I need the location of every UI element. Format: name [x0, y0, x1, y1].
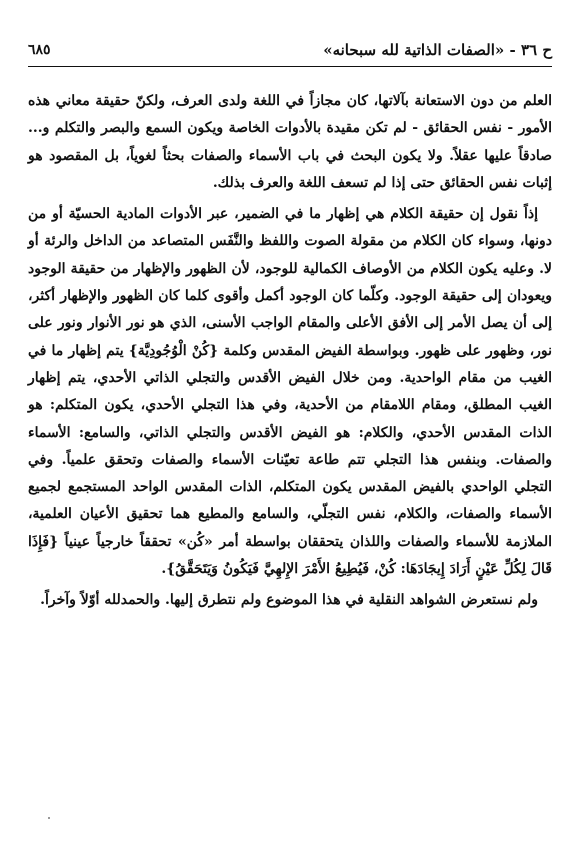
page-body	[28, 88, 552, 801]
page-header	[28, 36, 552, 64]
scan-speck	[48, 817, 50, 819]
running-title: ح ٣٦ - «الصفات الذاتية لله سبحانه»	[323, 41, 552, 59]
paragraph-continued: العلم من دون الاستعانة بآلاتها، كان مجازاً في اللغة ولدى العرف، ولكنّ حقيقة معاني هذه الأمور - نفس الحقائق - لم تكن مقيدة بالأدوات الخاصة ويكون السمع والبصر والتكلم و... صادقاً عليها عقلاً. ولا يكون البحث في باب الأسماء والصفات بحثاً لغوياً، بل المقصود هو إثبات نفس الحقائق حتى إذا لم تسعف اللغة والعرف بذلك.	[28, 93, 552, 191]
paragraph-main: إذاً نقول إن حقيقة الكلام هي إظهار ما في الضمير، عبر الأدوات المادية الحسيّة أو من دونها، وسواء كان الكلام من مقولة الصوت واللفظ والنَّفَس المتصاعد من الداخل والرئة أو لا. وعليه يكون الكلام من الأوصاف الكمالية للوجود، لأن الظهور والإظهار من حقيقة الوجود ويعودان إلى حقيقة الوجود. وكلّما كان الوجود أكمل وأقوى كلما كان الظهور والإظهار أكثر، إلى أن يصل الأمر إلى الأفق الأعلى والمقام الواجب الأسنى، الذي هو نور الأنوار ونور على نور، وظهور على ظهور. وبواسطة الفيض المقدس وكلمة {كُنْ الْوُجُودِيَّة} يتم إظهار ما في الغيب من مقام الواحدية. ومن خلال الفيض الأقدس والتجلي الذاتي الأحدي، يتم إظهار الغيب المطلق، ومقام اللامقام من الأحدية، وفي هذا التجلي الأحدي، يكون المتكلم: هو الذات المقدس الأحدي، والكلام: هو الفيض الأقدس والتجلي الذاتي، والسامع: الأسماء والصفات. وبنفس هذا التجلي تتم طاعة تعيّنات الأسماء والصفات وتحقق علمياً. وفي التجلي الواحدي بالفيض المقدس يكون المتكلم، الذات المقدس الواحد المستجمع لجميع الأسماء والصفات، والكلام، نفس التجلّي، والسامع والمطيع هما تحقيق الأعيان العلمية، الملازمة للأسماء والصفات واللذان يتحققان بواسطة أمر «كُن» تحققاً خارجياً عينياً {فَإِذَا قَالَ لِكُلِّ عَيْنٍ أَرَادَ إِيجَادَهَا: كُنْ، فَيُطِيعُ الأَمْرَ الإِلهِيَّ فَيَكُونُ وَيَتَحَقَّقُ}.	[28, 206, 552, 578]
header-rule	[28, 66, 552, 67]
page-number: ٦٨٥	[28, 42, 51, 58]
paragraph-closing: ولم نستعرض الشواهد النقلية في هذا الموضوع ولم نتطرق إليها. والحمدلله أوّلاً وآخراً.	[40, 592, 538, 609]
